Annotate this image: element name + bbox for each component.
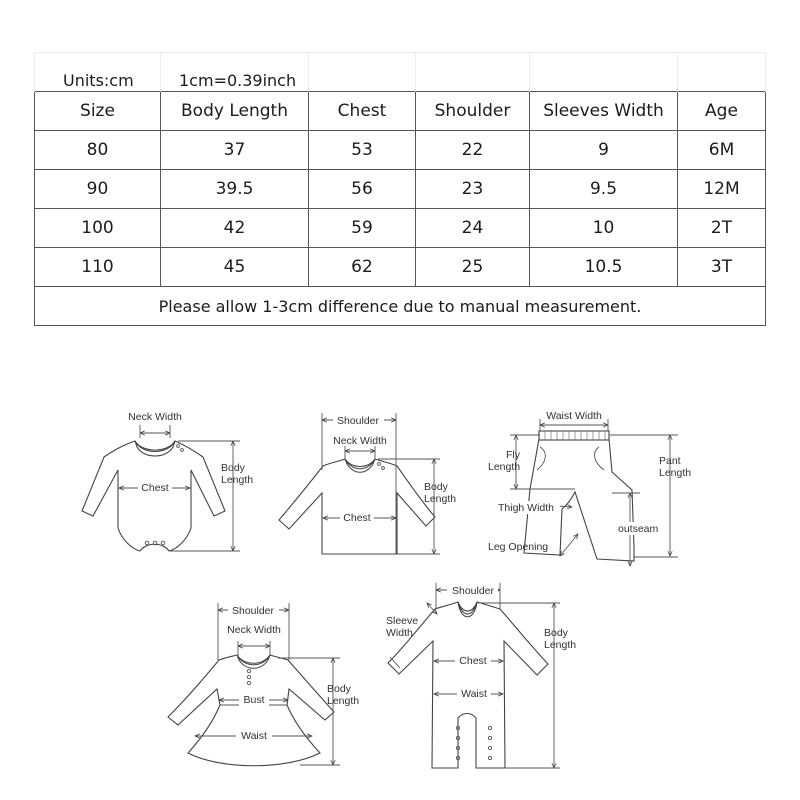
cell-chest: 56 <box>309 170 416 209</box>
label-length: Length <box>424 493 457 505</box>
cell-body-length: 37 <box>161 131 309 170</box>
header-body-length: Body Length <box>161 92 309 131</box>
label-shoulder: Shoulder <box>451 585 495 597</box>
label-chest: Chest <box>141 482 169 494</box>
shirt-outline <box>279 459 435 554</box>
header-sleeves-width: Sleeves Width <box>530 92 678 131</box>
cell-size: 90 <box>35 170 161 209</box>
units-label: Units:cm <box>35 53 161 92</box>
leg-opening-arrow <box>560 534 578 556</box>
label-neck-width: Neck Width <box>227 624 281 636</box>
cell-sleeves-width: 9 <box>530 131 678 170</box>
pants-diagram <box>488 410 691 566</box>
cell-sleeves-width: 10.5 <box>530 248 678 287</box>
cell-shoulder: 22 <box>416 131 530 170</box>
header-chest: Chest <box>309 92 416 131</box>
label-pant: Pant <box>659 455 681 467</box>
label-chest: Chest <box>343 512 371 524</box>
label-body: Body <box>424 481 448 493</box>
label-pant-length: Length <box>659 467 692 479</box>
label-neck-width: Neck Width <box>333 435 387 447</box>
label-body: Body <box>544 627 568 639</box>
cell-sleeves-width: 10 <box>530 209 678 248</box>
label-leg-opening: Leg Opening <box>488 541 549 553</box>
cell-body-length: 45 <box>161 248 309 287</box>
cell-chest: 59 <box>309 209 416 248</box>
cell-shoulder: 23 <box>416 170 530 209</box>
bodysuit-diagram <box>82 411 253 551</box>
cell-chest: 62 <box>309 248 416 287</box>
cell-age: 3T <box>678 248 766 287</box>
shirt-diagram <box>279 413 456 554</box>
label-bust: Bust <box>243 694 265 706</box>
pants-waistband <box>539 431 609 440</box>
label-neck-width: Neck Width <box>128 411 182 423</box>
label-sleeve: Sleeve <box>386 615 419 627</box>
cell-age: 12M <box>678 170 766 209</box>
label-shoulder: Shoulder <box>336 415 380 427</box>
header-size: Size <box>35 92 161 131</box>
label-body: Body <box>221 462 245 474</box>
cell-shoulder: 24 <box>416 209 530 248</box>
label-waist: Waist <box>241 730 267 742</box>
label-outseam: outseam <box>618 523 659 535</box>
header-shoulder: Shoulder <box>416 92 530 131</box>
label-thigh-width: Thigh Width <box>498 502 555 514</box>
dress-diagram <box>168 603 359 766</box>
label-length: Length <box>327 695 360 707</box>
conversion-label: 1cm=0.39inch <box>161 53 309 92</box>
label-shoulder: Shoulder <box>231 605 275 617</box>
cell-body-length: 39.5 <box>161 170 309 209</box>
label-fly-length: Length <box>488 461 521 473</box>
label-chest: Chest <box>459 655 487 667</box>
bodysuit-outline <box>82 441 225 551</box>
label-waist-width: Waist Width <box>546 410 602 422</box>
cell-size: 80 <box>35 131 161 170</box>
label-length: Length <box>221 474 254 486</box>
cell-size: 100 <box>35 209 161 248</box>
cell-shoulder: 25 <box>416 248 530 287</box>
measurement-note: Please allow 1-3cm difference due to manual measurement. <box>35 287 766 326</box>
romper-diagram <box>386 583 576 768</box>
label-length: Length <box>544 639 577 651</box>
cell-age: 6M <box>678 131 766 170</box>
label-sleeve-width: Width <box>386 627 413 639</box>
cell-age: 2T <box>678 209 766 248</box>
label-body: Body <box>327 683 351 695</box>
label-waist: Waist <box>461 688 487 700</box>
label-fly: Fly <box>506 449 520 461</box>
cell-size: 110 <box>35 248 161 287</box>
cell-body-length: 42 <box>161 209 309 248</box>
cell-chest: 53 <box>309 131 416 170</box>
cell-sleeves-width: 9.5 <box>530 170 678 209</box>
header-age: Age <box>678 92 766 131</box>
